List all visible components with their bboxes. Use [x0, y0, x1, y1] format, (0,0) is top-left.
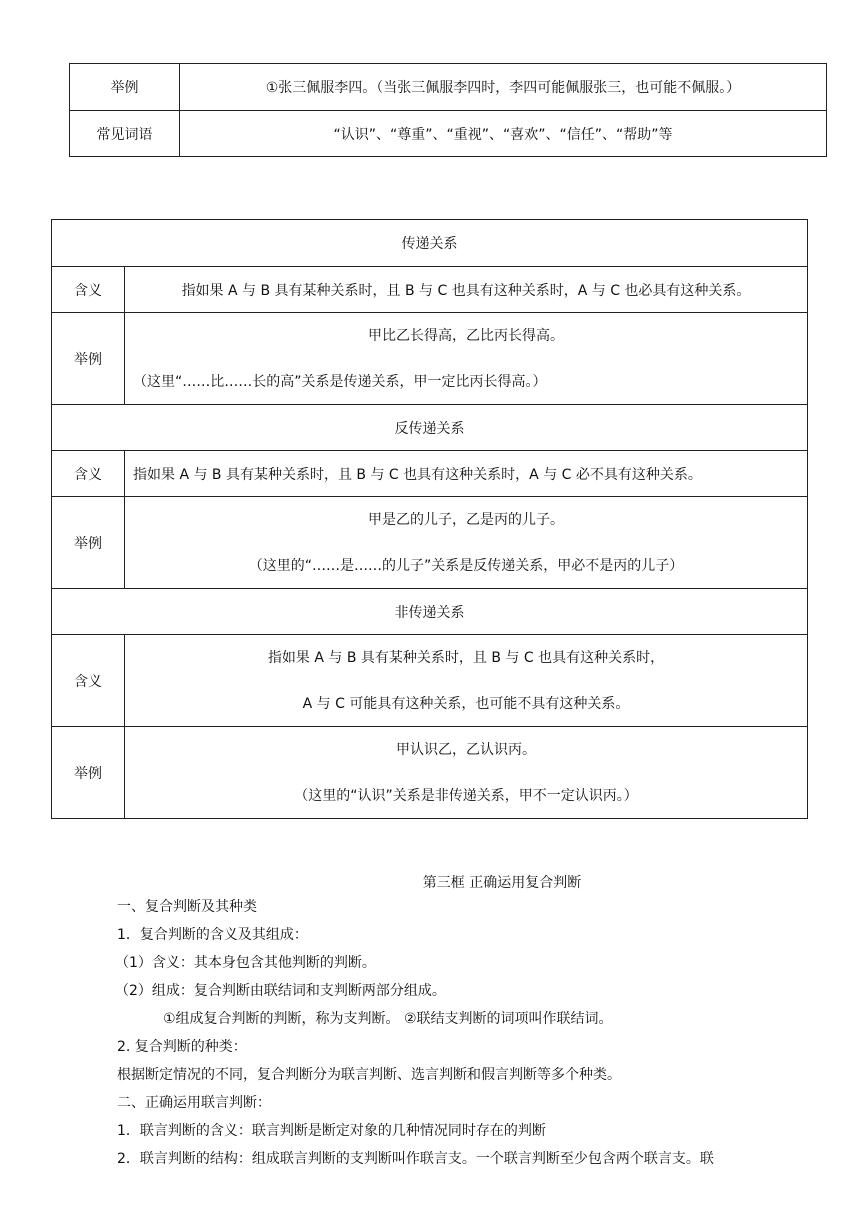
- table-transitive-relations: [51, 219, 808, 819]
- text-line: 2．联言判断的结构：组成联言判断的支判断叫作联言支。一个联言判断至少包含两个联言支。联: [117, 1151, 714, 1167]
- table-row: [70, 64, 827, 111]
- text-line: 一、复合判断及其种类: [117, 899, 257, 915]
- example-line: （这里的“认识”关系是非传递关系，甲不一定认识丙。）: [294, 787, 638, 804]
- section-heading: 第三框 正确运用复合判断: [422, 875, 582, 891]
- text-line: 1．联言判断的含义：联言判断是断定对象的几种情况同时存在的判断: [117, 1123, 546, 1139]
- example-line: 甲比乙长得高，乙比丙长得高。: [368, 327, 564, 344]
- table-row: [52, 727, 808, 819]
- text-line: （2）组成：复合判断由联结词和支判断两部分组成。: [115, 983, 446, 999]
- row-label: 含义: [52, 451, 125, 497]
- row-content: “认识”、“尊重”、“重视”、“喜欢”、“信任”、“帮助”等: [180, 111, 827, 157]
- text-line: 1．复合判断的含义及其组成：: [117, 927, 308, 943]
- table-row: [52, 635, 808, 727]
- example-line: 甲是乙的儿子，乙是丙的儿子。: [368, 511, 564, 528]
- row-content: ①张三佩服李四。（当张三佩服李四时，李四可能佩服张三，也可能不佩服。）: [180, 64, 827, 111]
- table-row: [52, 267, 808, 313]
- table-row: [52, 313, 808, 405]
- text-line: 根据断定情况的不同，复合判断分为联言判断、选言判断和假言判断等多个种类。: [117, 1067, 621, 1083]
- meaning-text: 指如果 A 与 B 具有某种关系时，且 B 与 C 也具有这种关系时，A 与 C 必不具有这种关系。: [125, 451, 808, 497]
- meaning-line: A 与 C 可能具有这种关系，也可能不具有这种关系。: [302, 695, 630, 712]
- example-line: 甲认识乙，乙认识丙。: [396, 741, 536, 758]
- table-row: [70, 111, 827, 157]
- section-title-row: [52, 405, 808, 451]
- text-line: ①组成复合判断的判断，称为支判断。 ②联结支判断的词项叫作联结词。: [163, 1011, 613, 1027]
- example-line: （这里的“……是……的儿子”关系是反传递关系，甲必不是丙的儿子）: [248, 557, 684, 574]
- example-line: （这里“……比……长的高”关系是传递关系，甲一定比丙长得高。）: [133, 373, 547, 390]
- text-line: （1）含义：其本身包含其他判断的判断。: [115, 955, 376, 971]
- row-label: 含义: [52, 267, 125, 313]
- table-row: [52, 497, 808, 589]
- row-label: 举例: [52, 313, 125, 405]
- section-title-row: [52, 220, 808, 267]
- text-line: 二、正确运用联言判断：: [117, 1095, 271, 1111]
- table-row: [52, 451, 808, 497]
- row-label: 含义: [52, 635, 125, 727]
- meaning-line: 指如果 A 与 B 具有某种关系时，且 B 与 C 也具有这种关系时，: [267, 649, 665, 666]
- example-cell: [125, 497, 808, 589]
- meaning-cell: [125, 635, 808, 727]
- example-cell: [125, 727, 808, 819]
- section-title-row: [52, 589, 808, 635]
- row-label: 举例: [52, 497, 125, 589]
- table-symmetric-relation: [69, 63, 827, 157]
- row-label: 举例: [70, 64, 180, 111]
- text-line: 2. 复合判断的种类：: [117, 1039, 247, 1055]
- meaning-text: 指如果 A 与 B 具有某种关系时，且 B 与 C 也具有这种关系时，A 与 C 也必具有这种关系。: [125, 267, 808, 313]
- row-label: 常见词语: [70, 111, 180, 157]
- row-label: 举例: [52, 727, 125, 819]
- section-title: 非传递关系: [52, 589, 808, 635]
- section-title: 传递关系: [52, 220, 808, 267]
- example-cell: [125, 313, 808, 405]
- section-title: 反传递关系: [52, 405, 808, 451]
